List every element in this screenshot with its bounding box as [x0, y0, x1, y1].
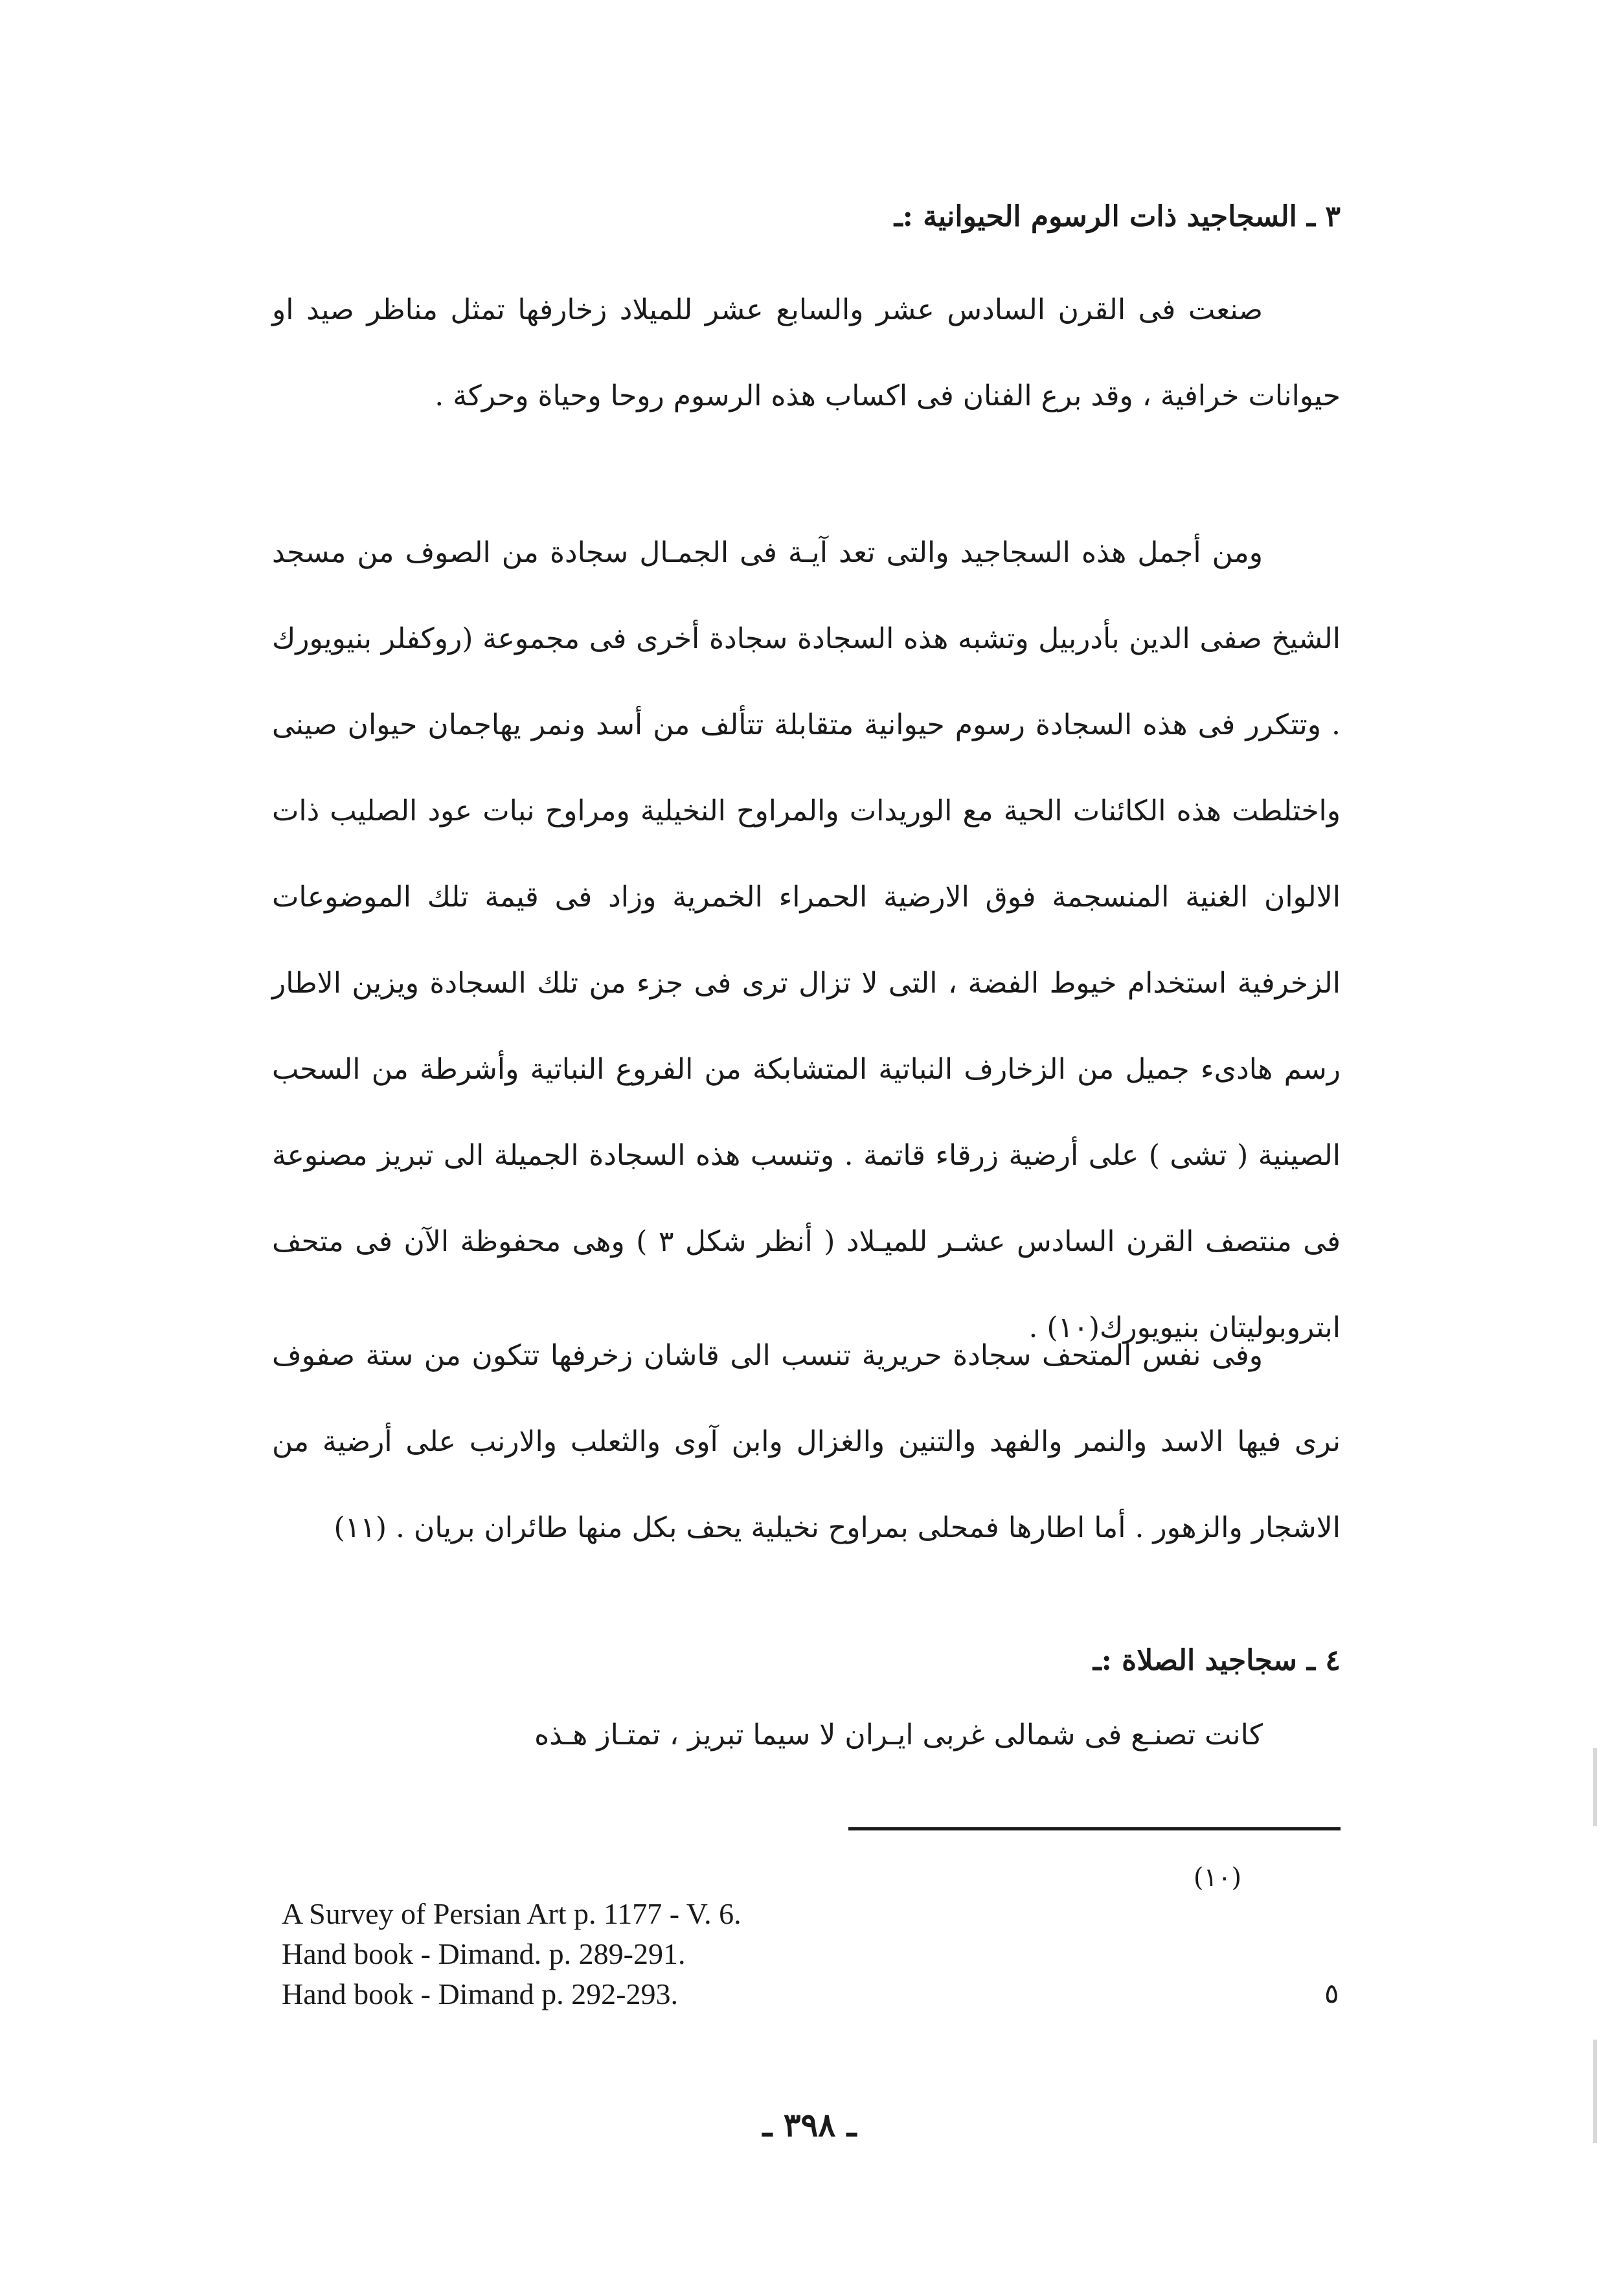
- footnote-number: (١٠): [1193, 1863, 1242, 1893]
- page-number: ـ ٣٩٨ ـ: [762, 2106, 857, 2144]
- footnote-divider: [848, 1827, 1341, 1830]
- footnote-line-1: A Survey of Persian Art p. 1177 - V. 6.: [282, 1897, 742, 1930]
- footnote-line-2: Hand book - Dimand. p. 289-291.: [282, 1937, 686, 1970]
- footnote-line-3: Hand book - Dimand p. 292-293.: [282, 1977, 678, 2010]
- section-3-paragraph-3: وفى نفس المتحف سجادة حريرية تنسب الى قاشان زخرفها تتكون من ستة صفوف نرى فيها الاسد والنمر والفهد والتنين والغزال وابن آوى والثعلب والارنب على أرضية من الاشجار والزهور . أما اطارها فمحلى بمراوح نخيلية يحف بكل منها طائران بريان . (١١): [272, 1339, 1341, 1544]
- section-4-heading: ٤ ـ سجاجيد الصلاة :ـ: [1093, 1644, 1341, 1677]
- scan-edge-mark: [1593, 2040, 1597, 2143]
- footnote-side-mark: ٥: [1324, 1979, 1339, 2009]
- section-3-heading: ٣ ـ السجاجيد ذات الرسوم الحيوانية :ـ: [894, 200, 1341, 233]
- section-3-paragraph-2: ومن أجمل هذه السجاجيد والتى تعد آيـة فى الجمـال سجادة من الصوف من مسجد الشيخ صفى الدين بأدربيل وتشبه هذه السجادة سجادة أخرى فى مجموعة (روكفلر بنيويورك . وتتكرر فى هذه السجادة رسوم حيوانية متقابلة تتألف من أسد ونمر يهاجمان حيوان صينى واختلطت هذه الكائنات الحية مع الوريدات والمراوح النخيلية ومراوح نبات عود الصليب ذات الالوان الغنية المنسجمة فوق الارضية الحمراء الخمرية وزاد فى قيمة تلك الموضوعات الزخرفية استخدام خيوط الفضة ، التى لا تزال ترى فى جزء من تلك السجادة ويزين الاطار رسم هادىء جميل من الزخارف النباتية المتشابكة من الفروع النباتية وأشرطة من السحب الصينية ( تشى ) على أرضية زرقاء قاتمة . وتنسب هذه السجادة الجميلة الى تبريز مصنوعة فى منتصف القرن السادس عشـر للميـلاد ( أنظر شكل ٣ ) وهى محفوظة الآن فى متحف ابتروبوليتان بنيويورك(١٠) .: [272, 536, 1341, 1344]
- scan-edge-mark: [1593, 1748, 1597, 1826]
- section-4-paragraph: كانت تصنـع فى شمالى غربى ايـران لا سيما تبريز ، تمتـاز هـذه: [534, 1718, 1263, 1751]
- footnote-references: [282, 1894, 1059, 2014]
- section-3-paragraph-1: صنعت فى القرن السادس عشر والسابع عشر للميلاد زخارفها تمثل مناظر صيد او حيوانات خرافية ، وقد برع الفنان فى اكساب هذه الرسوم روحا وحياة وحركة .: [272, 293, 1341, 412]
